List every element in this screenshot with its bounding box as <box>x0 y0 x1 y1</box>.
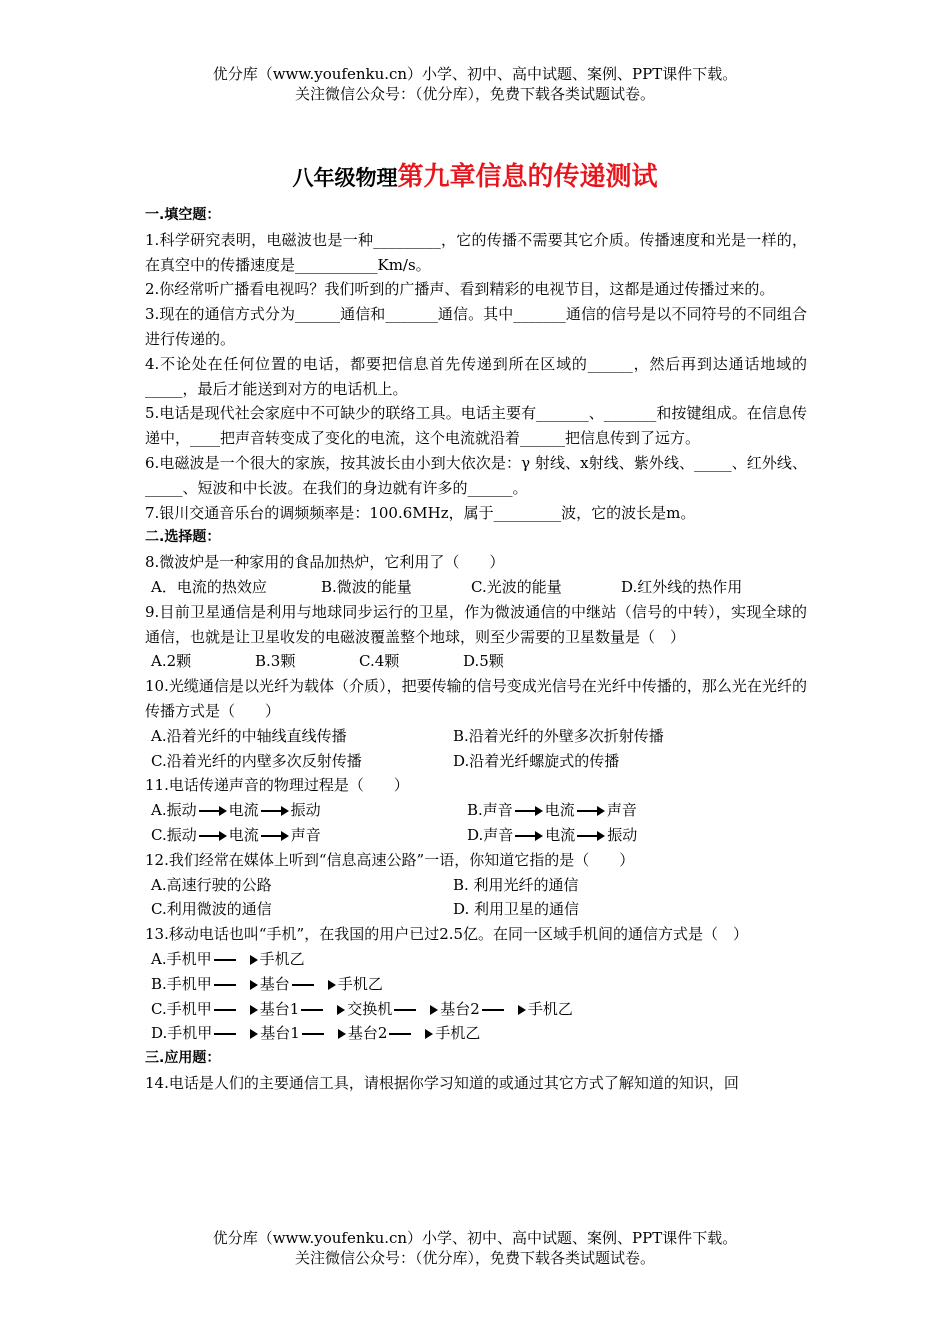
question-2: 2.你经常听广播看电视吗？我们听到的广播声、看到精彩的电视节目，这都是通过传播过来的。 <box>145 280 775 299</box>
arrow-icon <box>394 1005 438 1015</box>
question-1: 1.科学研究表明，电磁波也是一种_________，它的传播不需要其它介质。传播速度和光是一样的，在真空中的传播速度是___________Km/s。 <box>145 230 807 274</box>
header-line-2: 关注微信公众号：（优分库），免费下载各类试题试卷。 <box>294 85 655 103</box>
option-a: A.沿着光纤的中轴线直线传播 <box>151 726 347 745</box>
question-10-options-cd <box>145 749 807 774</box>
question-13-option-c: C.手机甲 基台1 交换机 基台2 手机乙 <box>151 999 573 1018</box>
arrow-icon <box>214 980 258 990</box>
option-b: B.沿着光纤的外壁多次折射传播 <box>453 726 664 745</box>
option-c: C.光波的能量 <box>471 577 562 596</box>
arrow-icon <box>389 1029 433 1039</box>
question-5: 5.电话是现代社会家庭中不可缺少的联络工具。电话主要有_______、_______和按键组成。在信息传递中，____把声音转变成了变化的电流，这个电流就沿着______把信息传到了远方。 <box>145 404 807 448</box>
arrow-icon <box>199 806 227 816</box>
arrow-icon <box>199 831 227 841</box>
question-11-options-ab <box>145 798 807 823</box>
option-d: D.红外线的热作用 <box>621 577 743 596</box>
arrow-icon <box>302 1029 346 1039</box>
question-11: 11.电话传递声音的物理过程是（ ） <box>145 776 409 795</box>
section-application-heading: 三.应用题： <box>145 1050 221 1067</box>
question-7: 7.银川交通音乐台的调频频率是：100.6MHz，属于_________波，它的波长是m。 <box>145 503 696 522</box>
arrow-icon <box>577 831 605 841</box>
question-12-options-cd <box>145 897 807 922</box>
page-header <box>0 64 950 104</box>
question-14: 14.电话是人们的主要通信工具，请根据你学习知道的或通过其它方式了解知道的知识，回 <box>145 1073 739 1092</box>
page-footer <box>0 1228 950 1268</box>
section-fill-blank-heading: 一.填空题： <box>145 207 221 223</box>
option-a: A.高速行驶的公路 <box>151 875 272 894</box>
question-9-options <box>145 649 807 674</box>
arrow-icon <box>261 831 289 841</box>
arrow-icon <box>577 806 605 816</box>
footer-line-2: 关注微信公众号：（优分库），免费下载各类试题试卷。 <box>294 1249 655 1267</box>
question-9: 9.目前卫星通信是利用与地球同步运行的卫星，作为微波通信的中继站（信号的中转），实现全球的通信，也就是让卫星收发的电磁波覆盖整个地球，则至少需要的卫星数量是（ ） <box>145 602 807 646</box>
title-main: 第九章信息的传递测试 <box>397 162 658 192</box>
question-13-option-d: D.手机甲 基台1 基台2 手机乙 <box>151 1024 481 1043</box>
arrow-icon <box>214 955 258 965</box>
option-d: D. 利用卫星的通信 <box>453 900 580 919</box>
option-b: B.声音 电流 声音 <box>467 801 637 820</box>
question-10: 10.光缆通信是以光纤为载体（介质），把要传输的信号变成光信号在光纤中传播的，那么光在光纤的传播方式是（ ） <box>145 677 807 720</box>
exam-content <box>145 203 807 1096</box>
arrow-icon <box>301 1005 345 1015</box>
arrow-icon <box>214 1029 258 1039</box>
question-11-options-cd <box>145 823 807 848</box>
arrow-icon <box>214 1005 258 1015</box>
question-10-options-ab <box>145 724 807 749</box>
title-prefix: 八年级物理 <box>292 166 398 190</box>
question-12-options-ab <box>145 873 807 898</box>
question-8-options <box>145 575 807 600</box>
question-8: 8.微波炉是一种家用的食品加热炉，它利用了（ ） <box>145 553 505 572</box>
option-a: A．电流的热效应 <box>151 577 267 596</box>
option-c: C.沿着光纤的内壁多次反射传播 <box>151 751 362 770</box>
option-b: B.3颗 <box>255 652 296 671</box>
question-13-option-b: B.手机甲 基台 手机乙 <box>151 974 383 993</box>
document-title <box>0 156 950 193</box>
question-13-option-a: A.手机甲 手机乙 <box>151 949 305 968</box>
footer-line-1: 优分库（www.youfenku.cn）小学、初中、高中试题、案例、PPT课件下载。 <box>212 1229 738 1247</box>
option-d: D.沿着光纤螺旋式的传播 <box>453 751 620 770</box>
arrow-icon <box>515 831 543 841</box>
option-a: A.2颗 <box>151 652 192 671</box>
arrow-icon <box>261 806 289 816</box>
option-c: C.振动 电流 声音 <box>151 825 321 844</box>
question-13: 13.移动电话也叫“手机”，在我国的用户已过2.5亿。在同一区域手机间的通信方式是（ ） <box>145 925 749 944</box>
option-d: D.声音 电流 振动 <box>467 825 638 844</box>
option-b: B. 利用光纤的通信 <box>453 875 579 894</box>
option-a: A.振动 电流 振动 <box>151 801 321 820</box>
section-choice-heading: 二.选择题： <box>145 529 221 546</box>
arrow-icon <box>482 1005 526 1015</box>
header-line-1: 优分库（www.youfenku.cn）小学、初中、高中试题、案例、PPT课件下载。 <box>212 65 738 83</box>
option-d: D.5颗 <box>463 652 504 671</box>
arrow-icon <box>292 980 336 990</box>
option-c: C.4颗 <box>359 652 400 671</box>
option-c: C.利用微波的通信 <box>151 900 272 919</box>
question-6: 6.电磁波是一个很大的家族，按其波长由小到大依次是：γ 射线、x射线、紫外线、_____、红外线、_____、短波和中长波。在我们的身边就有许多的______。 <box>145 453 807 497</box>
arrow-icon <box>515 806 543 816</box>
option-b: B.微波的能量 <box>321 577 412 596</box>
question-3: 3.现在的通信方式分为______通信和_______通信。其中_______通信的信号是以不同符号的不同组合进行传递的。 <box>145 305 807 348</box>
question-4: 4.不论处在任何位置的电话，都要把信息首先传递到所在区域的______，然后再到达通话地域的_____，最后才能送到对方的电话机上。 <box>145 354 807 398</box>
question-12: 12.我们经常在媒体上听到“信息高速公路”一语，你知道它指的是（ ） <box>145 850 635 869</box>
